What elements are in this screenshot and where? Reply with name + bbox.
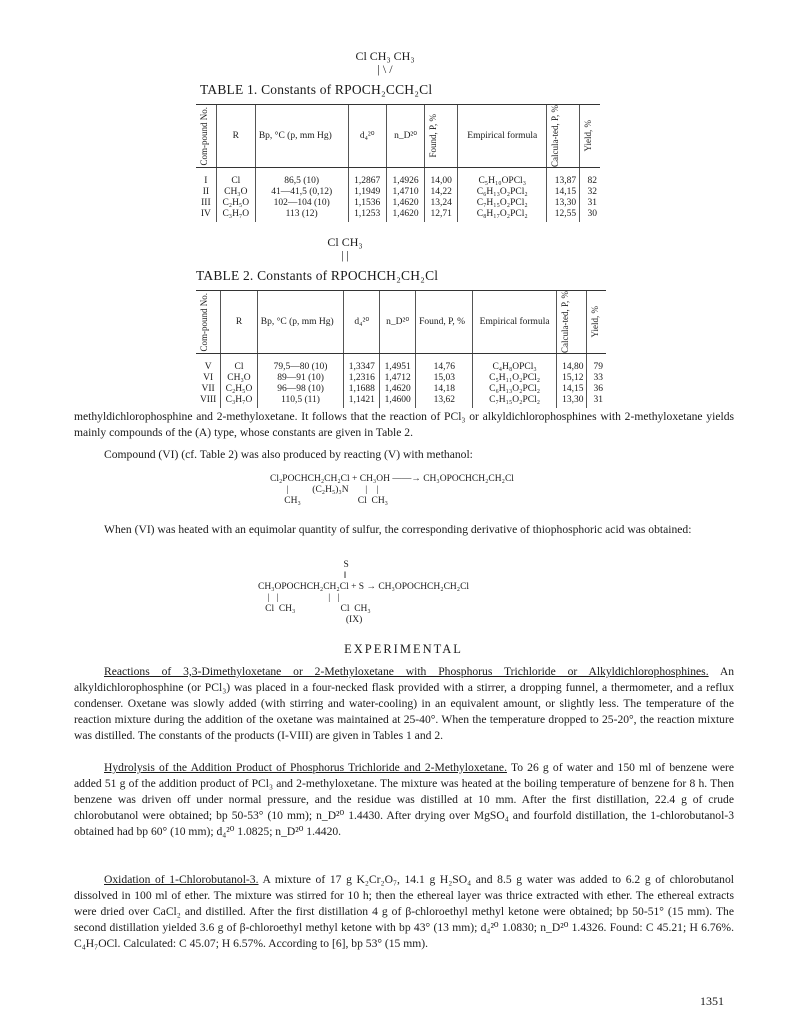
- table2-cell: C₄H₈OPCl₃: [473, 354, 556, 374]
- table1-cell: Cl: [216, 168, 255, 188]
- table2: [196, 290, 606, 408]
- table2-header-n: n_D²⁰: [380, 291, 416, 354]
- section-2: [74, 760, 734, 840]
- section-2-heading: Hydrolysis of the Addition Product of Phosphorus Trichloride and 2-Methyloxetane.: [104, 761, 507, 774]
- table1-header-found: Found, P, %: [425, 105, 458, 168]
- table1-cell: 86,5 (10): [255, 168, 348, 188]
- table2-cell: 13,30: [556, 395, 587, 408]
- table1-cell: I: [204, 176, 208, 186]
- table2-cell: C₂H₅O: [221, 384, 257, 395]
- table2-cell: 1,4712: [380, 373, 416, 384]
- table1-cell: 82: [580, 168, 600, 188]
- table2-cell: 14,18: [416, 384, 473, 395]
- table2-row: [196, 384, 606, 395]
- table2-cell: 1,1421: [344, 395, 380, 408]
- section-2-body: To 26 g of water and 150 ml of benzene were added 51 g of the addition product of PCl₃ and 2-methyloxetane. The mixture was heated at the boiling temperature of benzene for 8 h. Then benzene was driven off under normal pressure, and the residue was distilled at 10 mm. After the first distillation, 22.4 g of crude chlorobutanol were obtained; bp 50-53° (10 mm); n_D²⁰ 1.4430. After drying over MgSO₄ and fourfold distillation, the 1-chlorobutanol-3 obtained had bp 60° (10 mm); d₄²⁰ 1.0825; n_D²⁰ 1.4420.: [74, 761, 734, 838]
- table2-cell: 96—98 (10): [257, 384, 344, 395]
- table1-body: [196, 168, 600, 223]
- table1-header-r: R: [216, 105, 255, 168]
- table2-header-d: d₄²⁰: [344, 291, 380, 354]
- paragraph-2-text: Compound (VI) (cf. Table 2) was also produced by reacting (V) with methanol:: [104, 448, 473, 461]
- table1-cell: 13,30: [547, 198, 580, 209]
- table1-cell: IV: [200, 209, 211, 219]
- table1-cell: C₆H₁₃O₂PCl₂: [458, 187, 547, 198]
- table1-cell: 12,55: [547, 209, 580, 222]
- table2-body: [196, 354, 606, 409]
- table1-cell: 31: [580, 198, 600, 209]
- table2-row: [196, 373, 606, 384]
- table1-formula-top: [330, 50, 440, 76]
- table2-cell: 1,4620: [380, 384, 416, 395]
- page-number: 1351: [700, 994, 724, 1008]
- table1-cell: C₅H₁₀OPCl₃: [458, 168, 547, 188]
- table2-cell: 1,2316: [344, 373, 380, 384]
- table1: [196, 104, 600, 222]
- table1-header-formula: Empirical formula: [458, 105, 547, 168]
- table2-cell: 79,5—80 (10): [257, 354, 344, 374]
- table1-formula-line2: | \ /: [377, 62, 393, 76]
- table1-cell: C₇H₁₅O₂PCl₂: [458, 198, 547, 209]
- table2-cell: 1,4951: [380, 354, 416, 374]
- table2-cell: 110,5 (11): [257, 395, 344, 408]
- table1-header-yield: Yield, %: [580, 105, 600, 168]
- section-3-heading: Oxidation of 1-Chlorobutanol-3.: [104, 873, 259, 886]
- paragraph-3: [74, 522, 734, 538]
- table1-row: [196, 187, 600, 198]
- table2-cell: CH₃O: [221, 373, 257, 384]
- table2-row: [196, 354, 606, 374]
- table1-cell: 13,87: [547, 168, 580, 188]
- table1-header-bp: Bp, °C (p, mm Hg): [255, 105, 348, 168]
- table1-cell: 32: [580, 187, 600, 198]
- table2-cell: 31: [587, 395, 606, 408]
- table1-cell: 14,00: [425, 168, 458, 188]
- table2-cell: V: [204, 362, 212, 372]
- table1-cell: 102—104 (10): [255, 198, 348, 209]
- table2-cell: VIII: [199, 395, 217, 405]
- table2-cell: 14,76: [416, 354, 473, 374]
- table2-header-calc: Calcula-ted, P, %: [556, 291, 587, 354]
- table2-cell: VI: [203, 373, 214, 383]
- table2-cell: C₅H₁₁O₂PCl₂: [473, 373, 556, 384]
- table2-cell: 1,1688: [344, 384, 380, 395]
- table2-cell: 1,3347: [344, 354, 380, 374]
- table1-cell: III: [201, 198, 211, 208]
- table2-cell: 36: [587, 384, 606, 395]
- table1-header-no: Com-pound No.: [196, 105, 216, 168]
- table1-row: [196, 209, 600, 222]
- section-3-body: A mixture of 17 g K₂Cr₂O₇, 14.1 g H₂SO₄ and 8.5 g water was added to 6.2 g of chlorobutanol dissolved in 100 ml of ether. The mixture was stirred for 10 h; then the ethereal layer was thrice extracted with ether. The ethereal extracts were dried over CaCl₂ and distilled. After the first distillation 4 g of β-chloroethyl methyl ketone were obtained; bp 50-51° (15 mm). The second distillation yielded 3.6 g of β-chloroethyl methyl ketone with bp 43° (13 mm); d₄²⁰ 1.0830; n_D²⁰ 1.4326. Found: C 45.21; H 6.76%. C₄H₇OCl. Calculated: C 45.07; H 6.57%. According to [6], bp 53° (15 mm).: [74, 873, 734, 950]
- section-1: [74, 664, 734, 744]
- table1-cell: 14,15: [547, 187, 580, 198]
- table1-cell: C₃H₇O: [216, 209, 255, 222]
- paragraph-1-text: methyldichlorophosphine and 2-methyloxetane. It follows that the reaction of PCl₃ or alkyldichlorophosphines with 2-methyloxetane yields mainly compounds of the (A) type, whose constants are given in Table 2.: [74, 410, 734, 439]
- table2-cell: 33: [587, 373, 606, 384]
- table1-cell: 1,4620: [386, 198, 424, 209]
- table1-cell: 12,71: [425, 209, 458, 222]
- table1-cell: 30: [580, 209, 600, 222]
- table1-cell: 41—41,5 (0,12): [255, 187, 348, 198]
- table2-cell: 13,62: [416, 395, 473, 408]
- table2-cell: C₆H₁₃O₂PCl₂: [473, 384, 556, 395]
- table2-formula-line1: Cl CH₃: [327, 235, 363, 249]
- paragraph-3-text: When (VI) was heated with an equimolar quantity of sulfur, the corresponding derivative of thiophosphoric acid was obtained:: [104, 523, 692, 536]
- table1-formula-line1: Cl CH₃ CH₃: [355, 49, 415, 63]
- table1-cell: 113 (12): [255, 209, 348, 222]
- equation-2: S ‖ CH₃OPOCHCH₂CH₂Cl + S → CH₃OPOCHCH₂CH₂Cl | | | | Cl CH₃ Cl CH₃ (IX): [258, 560, 470, 625]
- experimental-title: EXPERIMENTAL: [344, 642, 463, 656]
- table1-cell: C₂H₅O: [216, 198, 255, 209]
- table2-formula-top: [305, 236, 385, 262]
- table1-cell: 1,2867: [348, 168, 386, 188]
- table2-cell: 15,03: [416, 373, 473, 384]
- table1-cell: 13,24: [425, 198, 458, 209]
- table1-header-d: d₄²⁰: [348, 105, 386, 168]
- table1-header-row: [196, 105, 600, 168]
- table2-header-found: Found, P, %: [416, 291, 473, 354]
- section-1-body: An alkyldichlorophosphine (or PCl₃) was placed in a four-necked flask provided with a stirrer, a dropping funnel, a thermometer, and a reflux condenser. Oxetane was slowly added (with stirring and water-cooling) in an equivalent amount, or slightly less. The temperature of the reaction mixture during the addition of the oxetane was maintained at 25-40°. When the temperature dropped to 25-20°, the reaction mixture was distilled. The constants of the products (I-VIII) are given in Tables 1 and 2.: [74, 665, 735, 742]
- table2-cell: 1,4600: [380, 395, 416, 408]
- table2-cell: 79: [587, 354, 606, 374]
- table2-cell: 15,12: [556, 373, 587, 384]
- table1-cell: C₈H₁₇O₂PCl₂: [458, 209, 547, 222]
- table1-caption: TABLE 1. Constants of RPOCH₂CCH₂Cl: [200, 82, 433, 97]
- table2-caption: TABLE 2. Constants of RPOCHCH₂CH₂Cl: [196, 268, 439, 283]
- table1-cell: CH₃O: [216, 187, 255, 198]
- table1-cell: II: [202, 187, 210, 197]
- table1-header-n: n_D²⁰: [386, 105, 424, 168]
- paragraph-2: [74, 447, 734, 463]
- table1-cell: 1,4926: [386, 168, 424, 188]
- table2-cell: 14,15: [556, 384, 587, 395]
- table1-cell: 14,22: [425, 187, 458, 198]
- table2-cell: Cl: [221, 354, 257, 374]
- table1-cell: 1,1949: [348, 187, 386, 198]
- section-1-heading: Reactions of 3,3-Dimethyloxetane or 2-Methyloxetane with Phosphorus Trichloride or Alkyldichlorophosphines.: [104, 665, 709, 678]
- paragraph-1: [74, 409, 734, 441]
- table2-cell: C₇H₁₅O₂PCl₂: [473, 395, 556, 408]
- table1-cell: 1,4620: [386, 209, 424, 222]
- table2-row: [196, 395, 606, 408]
- table1-row: [196, 198, 600, 209]
- table1-cell: 1,1253: [348, 209, 386, 222]
- equation-1: Cl₂POCHCH₂CH₂Cl + CH₃OH ——→ CH₃OPOCHCH₂CH₂Cl | (C₂H₅)₃N | | CH₃ Cl CH₃: [270, 474, 514, 506]
- table1-row: [196, 168, 600, 188]
- table2-header-bp: Bp, °C (p, mm Hg): [257, 291, 344, 354]
- table2-header-yield: Yield, %: [587, 291, 606, 354]
- table1-header-calc: Calcula-ted, P, %: [547, 105, 580, 168]
- table2-header-no: Com-pound No.: [196, 291, 221, 354]
- table2-header-r: R: [221, 291, 257, 354]
- table2-header-formula: Empirical formula: [473, 291, 556, 354]
- table2-cell: C₃H₇O: [221, 395, 257, 408]
- table1-cell: 1,4710: [386, 187, 424, 198]
- table2-header-row: [196, 291, 606, 354]
- section-3: [74, 872, 734, 952]
- table1-cell: 1,1536: [348, 198, 386, 209]
- table2-formula-line2: | |: [341, 248, 349, 262]
- table2-cell: 14,80: [556, 354, 587, 374]
- table2-cell: 89—91 (10): [257, 373, 344, 384]
- table2-cell: VII: [201, 384, 215, 394]
